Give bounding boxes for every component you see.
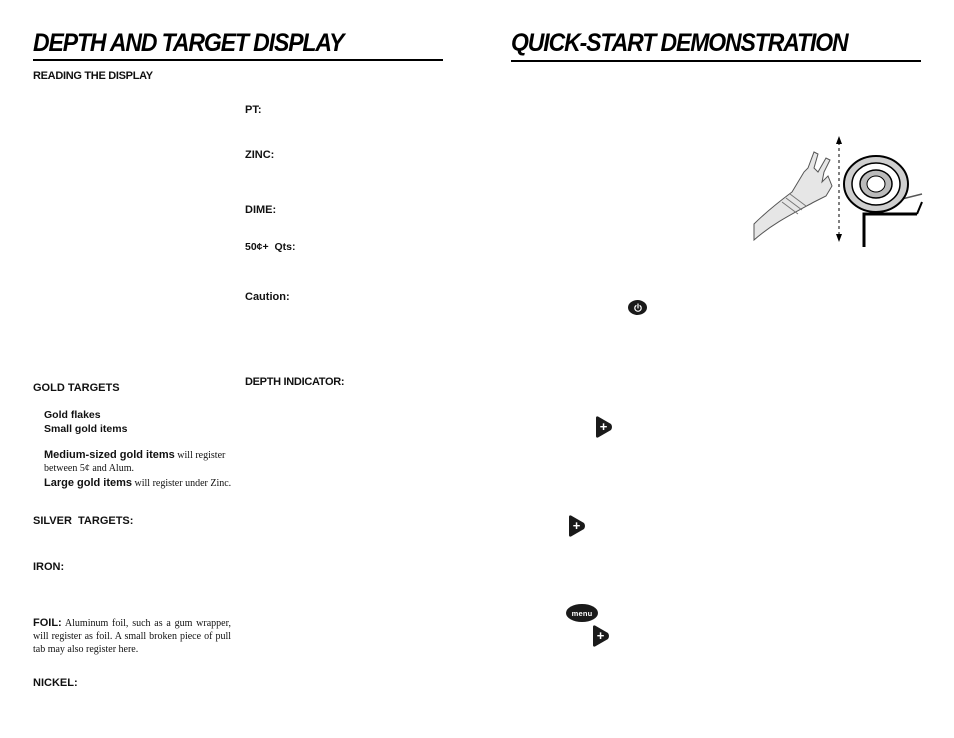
label-nickel: NICKEL: (33, 677, 78, 689)
label-caution: Caution: (245, 291, 290, 303)
plus-icon: + (599, 419, 608, 434)
down-arrow-icon (836, 234, 842, 242)
label-silver-targets: SILVER TARGETS: (33, 515, 134, 527)
plus-button-1[interactable] (594, 416, 614, 438)
large-gold-paragraph (44, 477, 232, 490)
medium-gold-paragraph (44, 449, 232, 475)
label-zinc: ZINC: (245, 149, 275, 161)
large-gold-label: Large gold items (44, 477, 133, 489)
gold-flakes: Gold flakes (44, 409, 101, 421)
foil-paragraph (33, 617, 231, 656)
plus-button-3[interactable] (591, 625, 611, 647)
label-foil: FOIL: (33, 617, 62, 629)
label-gold-targets: GOLD TARGETS (33, 382, 120, 394)
section-subtitle: READING THE DISPLAY (33, 70, 153, 82)
plus-icon: + (572, 518, 581, 533)
medium-gold-label: Medium-sized gold items (44, 449, 175, 461)
page-title-right: QUICK-START DEMONSTRATION (511, 29, 848, 57)
title-rule-right (511, 60, 921, 62)
stand-icon (864, 214, 917, 247)
plus-icon: + (596, 628, 605, 643)
power-button[interactable] (628, 300, 647, 315)
small-gold-items: Small gold items (44, 423, 128, 435)
medium-gold-text: will register between 5¢ and Alum. (44, 450, 226, 474)
label-fifty-quarters: 50¢+ Qts: (245, 241, 296, 253)
label-dime: DIME: (245, 204, 277, 216)
hand-coil-illustration (752, 132, 924, 250)
label-pt: PT: (245, 104, 262, 116)
power-icon (633, 303, 643, 313)
label-depth-indicator: DEPTH INDICATOR: (245, 376, 345, 388)
plus-button-2[interactable] (567, 515, 587, 537)
menu-button[interactable]: menu (566, 604, 598, 622)
page-title-left: DEPTH AND TARGET DISPLAY (33, 29, 344, 57)
up-arrow-icon (836, 136, 842, 144)
title-rule-left (33, 59, 443, 61)
large-gold-text: will register under Zinc. (132, 478, 232, 489)
label-iron: IRON: (33, 561, 65, 573)
foil-text: Aluminum foil, such as a gum wrapper, will register as foil. A small broken piece of pull tab may also register here. (33, 618, 231, 655)
